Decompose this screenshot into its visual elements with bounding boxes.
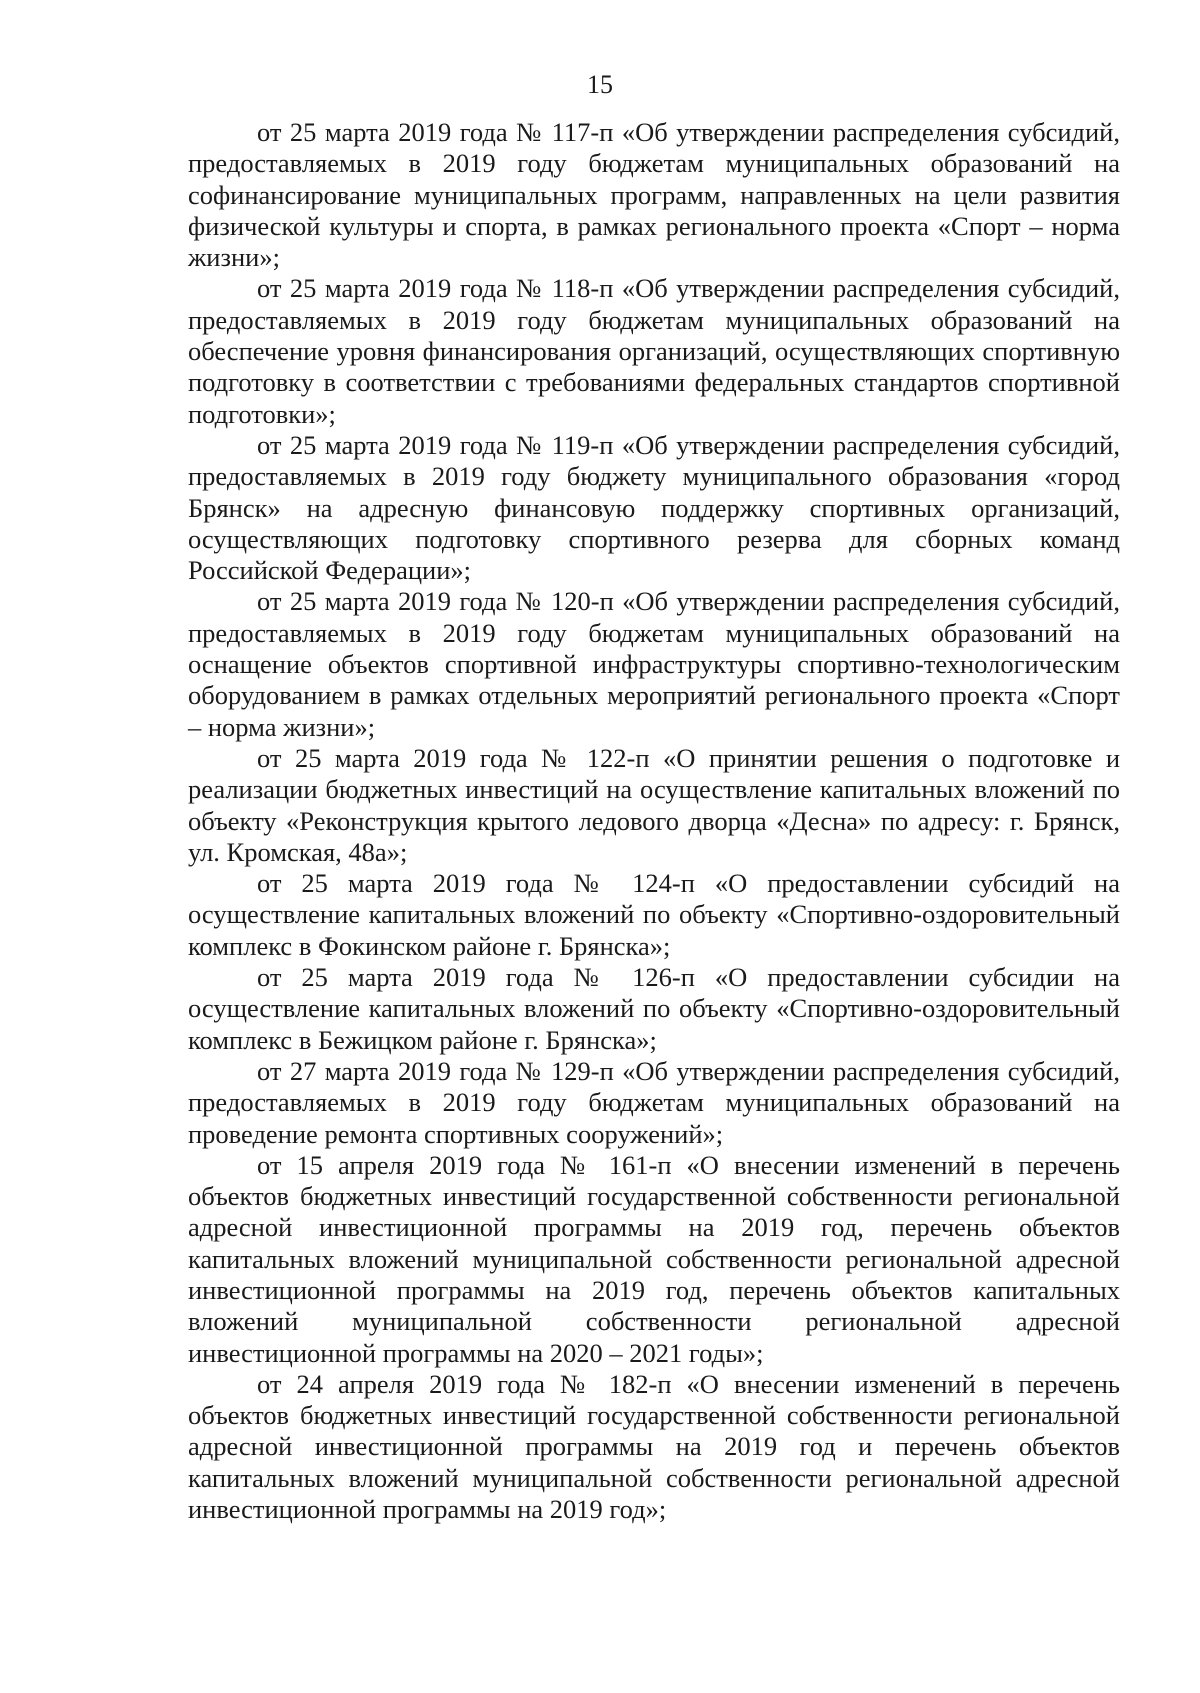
resolution-item-161: от 15 апреля 2019 года № 161-п «О внесении изменений в перечень объектов бюджетных инвестиций государственной собственности региональной адресной инвестиционной программы на 2019 год, перечень объектов капитальных вложений муниципальной собственности региональной адресной инвестиционной программы на 2019 год, перечень объектов капитальных вложений муниципальной собственности региональной адресной инвестиционной программы на 2020 – 2021 годы»; — [188, 1149, 1120, 1368]
resolution-item-117: от 25 марта 2019 года № 117-п «Об утверждении распределения субсидий, предоставляемых в 2019 году бюджетам муниципальных образований на софинансирование муниципальных программ, направленных на цели развития физической культуры и спорта, в рамках регионального проекта «Спорт – норма жизни»; — [188, 117, 1120, 273]
resolution-item-120: от 25 марта 2019 года № 120-п «Об утверждении распределения субсидий, предоставляемых в 2019 году бюджетам муниципальных образований на оснащение объектов спортивной инфраструктуры спортивно-технологическим оборудованием в рамках отдельных мероприятий регионального проекта «Спорт – норма жизни»; — [188, 586, 1120, 742]
resolution-item-122: от 25 марта 2019 года № 122-п «О принятии решения о подготовке и реализации бюджетных инвестиций на осуществление капитальных вложений по объекту «Реконструкция крытого ледового дворца «Десна» по адресу: г. Брянск, ул. Кромская, 48а»; — [188, 742, 1120, 867]
resolution-item-118: от 25 марта 2019 года № 118-п «Об утверждении распределения субсидий, предоставляемых в 2019 году бюджетам муниципальных образований на обеспечение уровня финансирования организаций, осуществляющих спортивную подготовку в соответствии с требованиями федеральных стандартов спортивной подготовки»; — [188, 273, 1120, 429]
resolution-item-182: от 24 апреля 2019 года № 182-п «О внесении изменений в перечень объектов бюджетных инвестиций государственной собственности региональной адресной инвестиционной программы на 2019 год и перечень объектов капитальных вложений муниципальной собственности региональной адресной инвестиционной программы на 2019 год»; — [188, 1368, 1120, 1525]
resolution-item-119: от 25 марта 2019 года № 119-п «Об утверждении распределения субсидий, предоставляемых в 2019 году бюджету муниципального образования «город Брянск» на адресную финансовую поддержку спортивных организаций, осуществляющих подготовку спортивного резерва для сборных команд Российской Федерации»; — [188, 429, 1120, 586]
page-number: 15 — [587, 70, 613, 99]
resolution-item-129: от 27 марта 2019 года № 129-п «Об утверждении распределения субсидий, предоставляемых в 2019 году бюджетам муниципальных образований на проведение ремонта спортивных сооружений»; — [188, 1055, 1120, 1149]
resolution-item-126: от 25 марта 2019 года № 126-п «О предоставлении субсидии на осуществление капитальных вложений по объекту «Спортивно-оздоровительный комплекс в Бежицком районе г. Брянска»; — [188, 962, 1120, 1055]
resolution-item-124: от 25 марта 2019 года № 124-п «О предоставлении субсидий на осуществление капитальных вложений по объекту «Спортивно-оздоровительный комплекс в Фокинском районе г. Брянска»; — [188, 868, 1120, 961]
document-body — [188, 117, 1120, 1525]
